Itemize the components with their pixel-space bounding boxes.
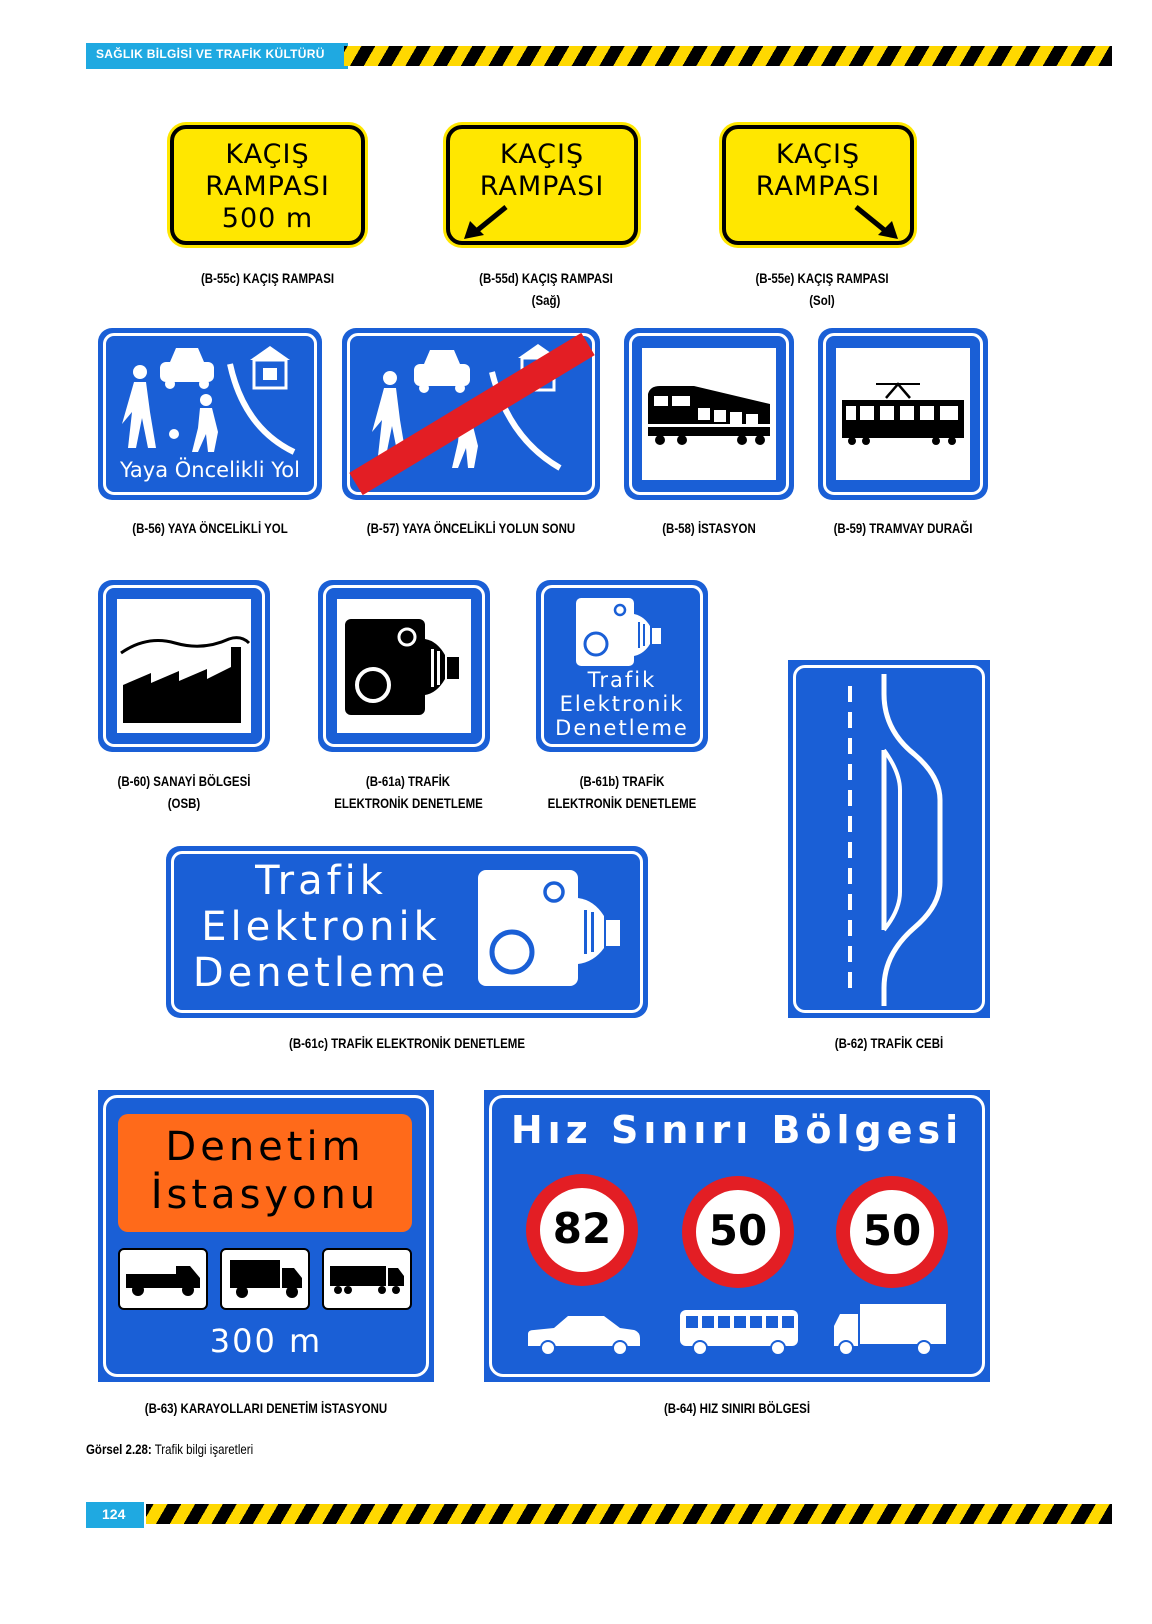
sign-b63	[98, 1090, 434, 1382]
vehicle-box-truck	[220, 1248, 310, 1310]
lay-by-lane-icon	[788, 660, 990, 1018]
page-number-badge	[86, 1502, 144, 1528]
figure-caption-label: Görsel 2.28:	[86, 1441, 152, 1457]
caption-b55d-1: (B-55d) KAÇIŞ RAMPASI	[479, 270, 613, 286]
page-number: 124	[102, 1506, 126, 1522]
sign-b61c-line2: Elektronik	[201, 904, 441, 950]
semi-truck-icon	[324, 1250, 410, 1308]
pedestrian-zone-end-icon	[342, 328, 600, 500]
caption-b55e-1: (B-55e) KAÇIŞ RAMPASI	[755, 270, 889, 286]
sign-b55e-line1: KAÇIŞ	[775, 139, 861, 170]
sign-b59	[818, 328, 988, 500]
vehicle-box-pickup	[118, 1248, 208, 1310]
tram-icon	[836, 348, 970, 480]
caption-b61c: (B-61c) TRAFİK ELEKTRONİK DENETLEME	[288, 1035, 525, 1051]
sign-b55c-line3: 500 m	[221, 203, 314, 234]
sign-b60	[98, 580, 270, 752]
factory-icon	[117, 599, 251, 733]
caption-b64: (B-64) HIZ SINIRI BÖLGESİ	[663, 1400, 811, 1416]
sign-b61a	[318, 580, 490, 752]
truck-icon	[830, 1300, 950, 1360]
sign-b58	[624, 328, 794, 500]
sign-b57	[342, 328, 600, 500]
sign-b61b-line3: Denetleme	[555, 716, 689, 740]
hazard-stripe-top	[344, 46, 1112, 66]
inspection-station-panel	[118, 1114, 412, 1232]
caption-b58: (B-58) İSTASYON	[662, 520, 756, 536]
sign-b55d-line1: KAÇIŞ	[499, 139, 585, 170]
sign-b56	[98, 328, 322, 500]
caption-b56: (B-56) YAYA ÖNCELİKLİ YOL	[132, 520, 288, 536]
sign-b55c	[170, 125, 365, 245]
sign-b55c-line2: RAMPASI	[205, 171, 330, 202]
sign-b64-title: Hız Sınırı Bölgesi	[510, 1108, 964, 1152]
caption-b55c: (B-55c) KAÇIŞ RAMPASI	[200, 270, 335, 286]
caption-b61b-1: (B-61b) TRAFİK	[579, 773, 665, 789]
caption-b57: (B-57) YAYA ÖNCELİKLİ YOLUN SONU	[366, 520, 576, 536]
sign-b55e-line2: RAMPASI	[755, 171, 881, 202]
sign-b56-text: Yaya Öncelikli Yol	[120, 458, 300, 482]
sign-b61b-line1: Trafik	[587, 668, 657, 692]
sign-b55c-line1: KAÇIŞ	[225, 139, 310, 170]
sign-b61b	[536, 580, 708, 752]
caption-b61a-1: (B-61a) TRAFİK	[365, 773, 451, 789]
sign-b55e	[722, 125, 914, 245]
figure-caption-text: Trafik bilgi işaretleri	[151, 1441, 254, 1457]
arrow-down-right-icon	[850, 201, 902, 241]
speed-limit-sign-bus	[682, 1176, 794, 1288]
car-icon	[524, 1310, 644, 1360]
sign-b61c	[166, 846, 648, 1018]
speed-limit-bus-value: 50	[708, 1206, 768, 1255]
arrow-down-left-icon	[460, 201, 512, 241]
vehicle-box-semi	[322, 1248, 412, 1310]
sign-b55d	[446, 125, 638, 245]
sign-b55d-line2: RAMPASI	[479, 171, 605, 202]
sign-b61c-line1: Trafik	[255, 858, 387, 904]
speed-limit-car-value: 82	[552, 1204, 612, 1253]
bus-icon	[676, 1304, 804, 1360]
sign-b62	[788, 660, 990, 1018]
hazard-stripe-bottom	[146, 1504, 1112, 1524]
sign-b64	[484, 1090, 990, 1382]
speed-camera-icon	[337, 599, 471, 733]
speed-camera-icon	[572, 592, 672, 672]
caption-b59: (B-59) TRAMVAY DURAĞI	[833, 520, 973, 536]
speed-limit-truck-value: 50	[862, 1206, 922, 1255]
header-title: SAĞLIK BİLGİSİ VE TRAFİK KÜLTÜRÜ	[96, 47, 325, 61]
caption-b61a-2: ELEKTRONİK DENETLEME	[334, 795, 483, 811]
caption-b55d-2: (Sağ)	[531, 292, 561, 308]
caption-b62: (B-62) TRAFİK CEBİ	[834, 1035, 944, 1051]
train-icon	[642, 348, 776, 480]
caption-b60-2: (OSB)	[167, 795, 201, 811]
speed-camera-icon	[466, 864, 636, 994]
speed-limit-sign-truck	[836, 1176, 948, 1288]
sign-b63-line1: Denetim	[165, 1124, 365, 1170]
caption-b60-1: (B-60) SANAYİ BÖLGESİ	[117, 773, 251, 789]
speed-limit-sign-car	[526, 1174, 638, 1286]
figure-caption	[86, 1441, 253, 1457]
sign-b61c-line3: Denetleme	[192, 950, 450, 996]
caption-b63: (B-63) KARAYOLLARI DENETİM İSTASYONU	[144, 1400, 388, 1416]
sign-b63-line2: İstasyonu	[150, 1172, 380, 1218]
caption-b61b-2: ELEKTRONİK DENETLEME	[547, 795, 697, 811]
sign-b61b-line2: Elektronik	[559, 692, 685, 716]
box-truck-icon	[222, 1250, 308, 1308]
pickup-truck-icon	[120, 1250, 206, 1308]
sign-b63-distance: 300 m	[209, 1322, 323, 1360]
caption-b55e-2: (Sol)	[809, 292, 835, 308]
